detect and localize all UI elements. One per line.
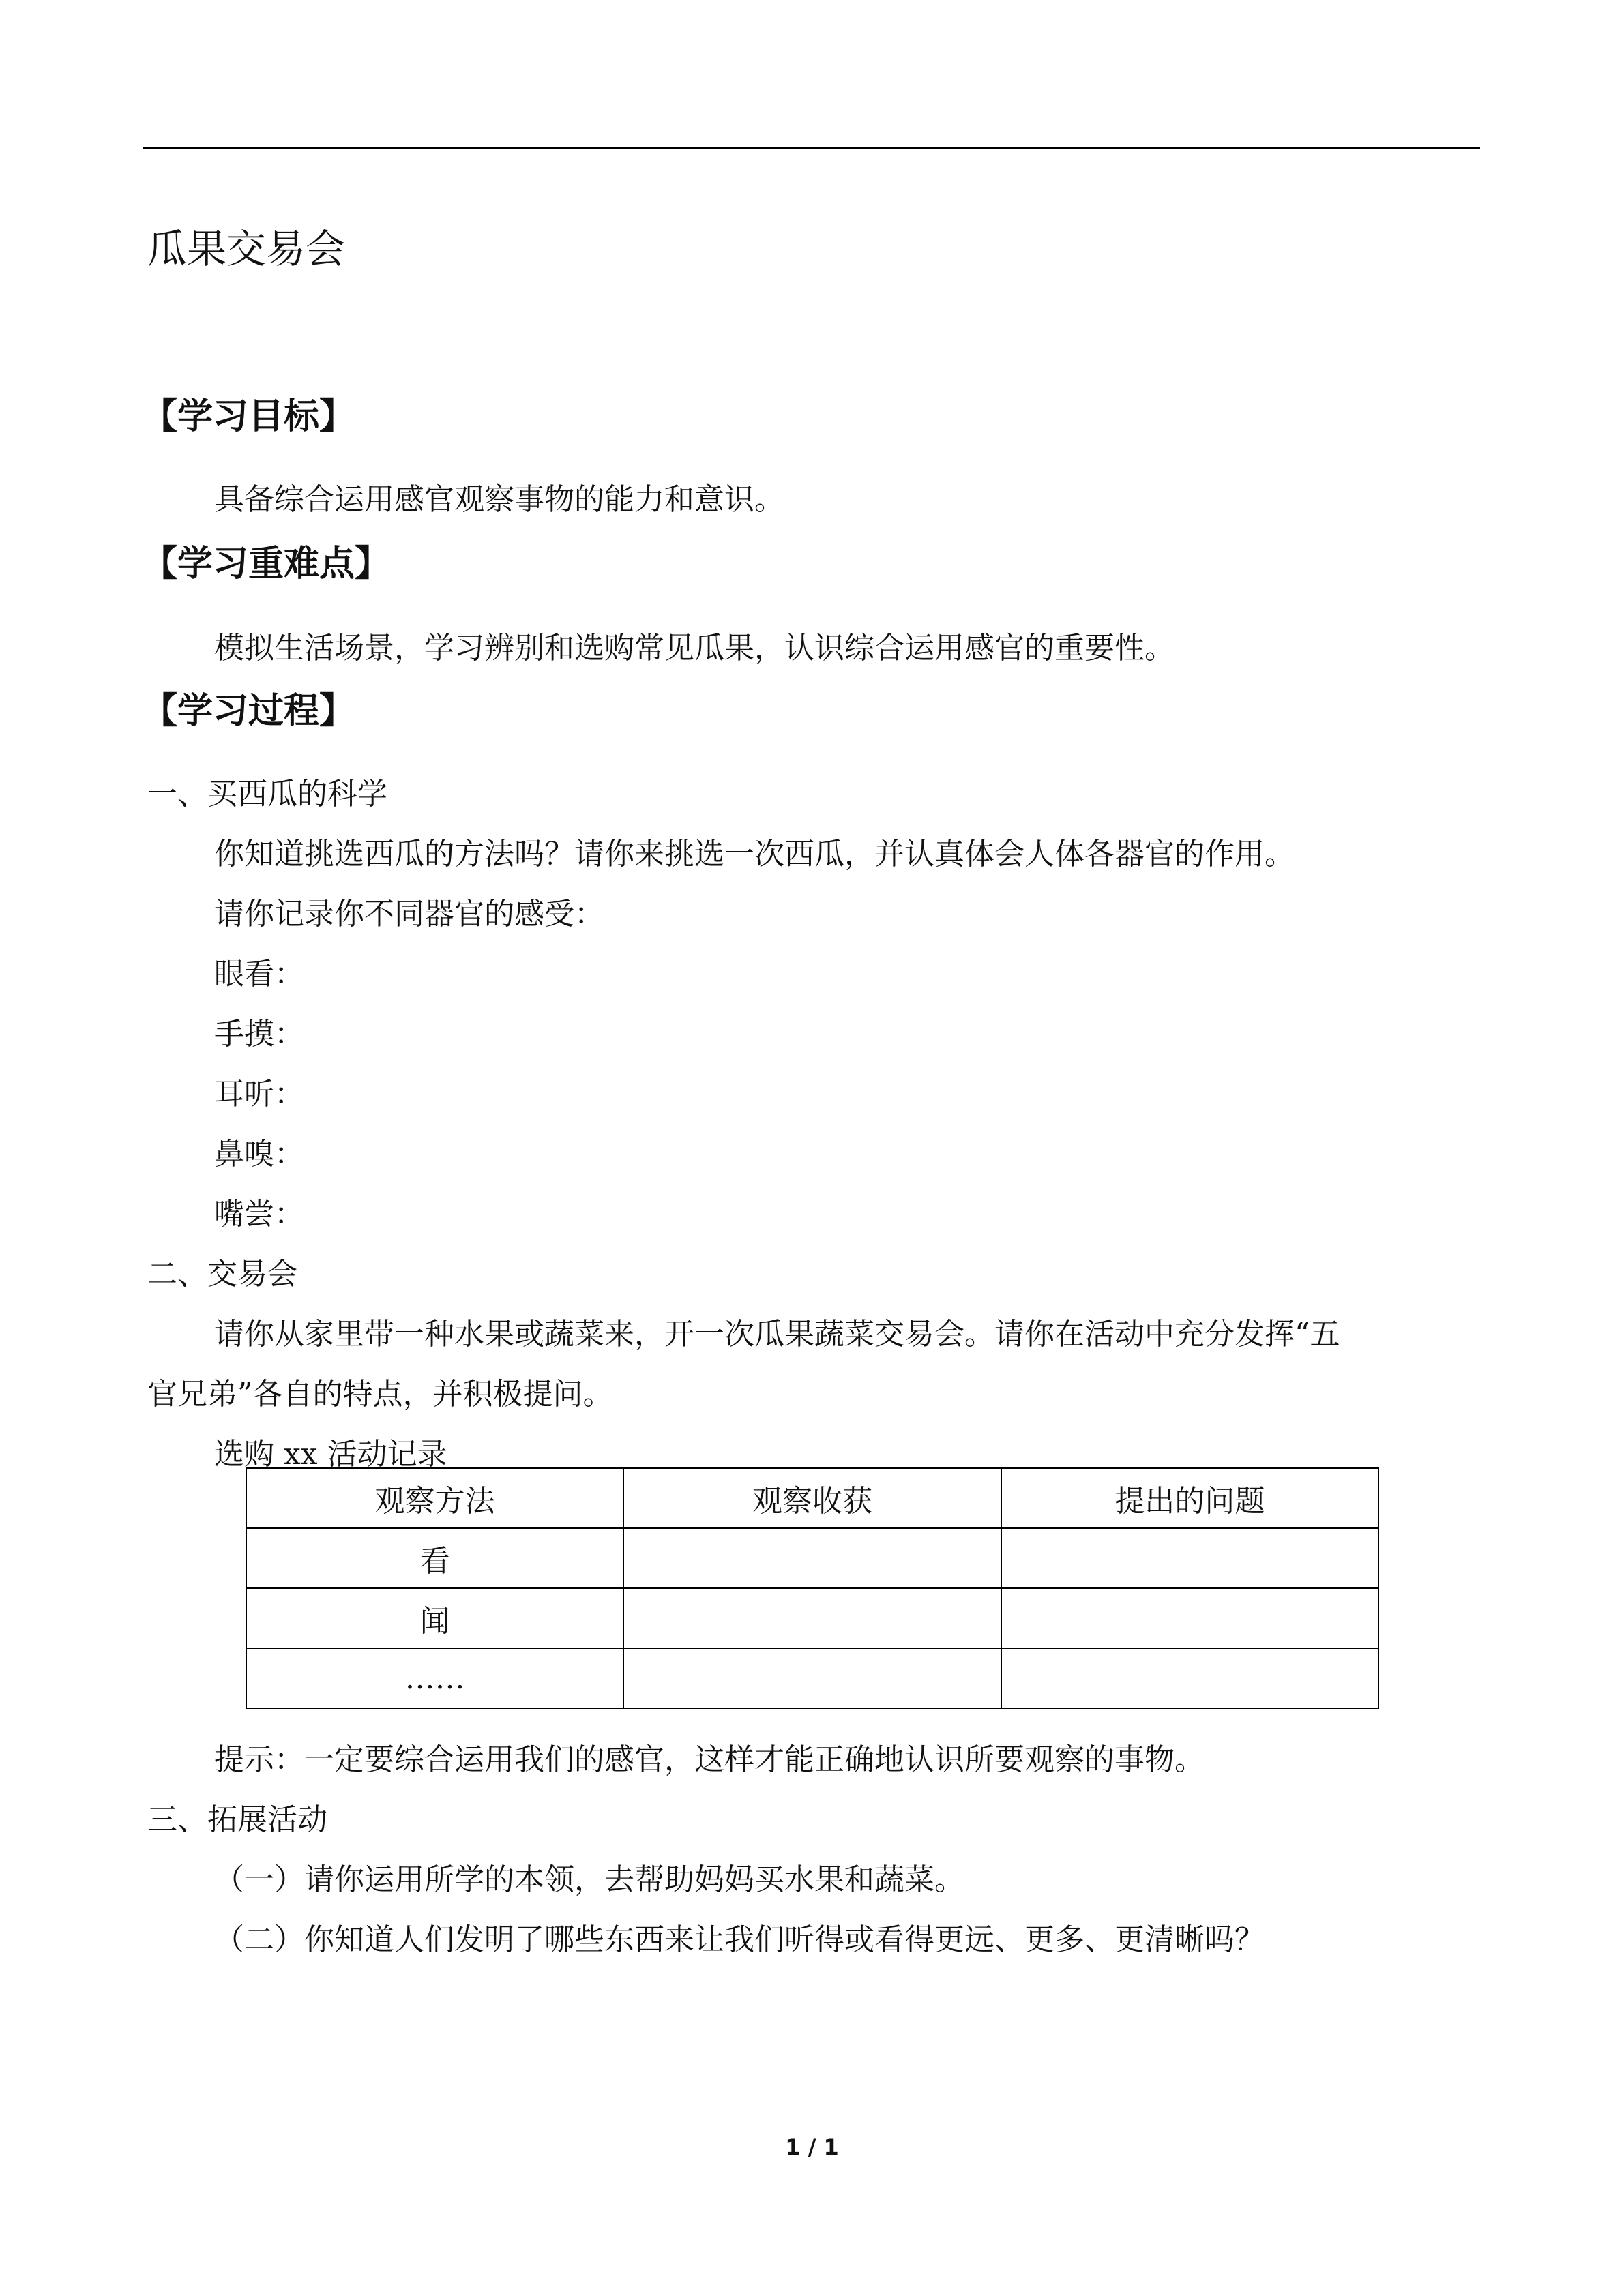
table-caption: 选购 xx 活动记录	[214, 1437, 447, 1472]
key-points-text: 模拟生活场景，学习辨别和选购常见瓜果，认识综合运用感官的重要性。	[214, 631, 1175, 666]
sense-nose-label: 鼻嗅：	[214, 1137, 304, 1172]
table-cell: 闻	[246, 1588, 623, 1648]
table-cell	[623, 1648, 1001, 1708]
section-heading-goals: 【学习目标】	[142, 396, 355, 437]
part1-record-prompt: 请你记录你不同器官的感受：	[214, 897, 604, 931]
part2-paragraph-line1: 请你从家里带一种水果或蔬菜来，开一次瓜果蔬菜交易会。请你在活动中充分发挥“五	[214, 1317, 1340, 1352]
part1-paragraph: 你知道挑选西瓜的方法吗？请你来挑选一次西瓜，并认真体会人体各器官的作用。	[214, 837, 1295, 871]
section-heading-process: 【学习过程】	[142, 691, 355, 732]
activity-record-table	[246, 1467, 1379, 1709]
part3-heading: 三、拓展活动	[147, 1802, 327, 1837]
part3-item2: （二）你知道人们发明了哪些东西来让我们听得或看得更远、更多、更清晰吗？	[214, 1922, 1265, 1957]
sense-ear-label: 耳听：	[214, 1077, 304, 1112]
table-cell	[1001, 1528, 1378, 1588]
table-cell	[1001, 1648, 1378, 1708]
table-header-cell: 提出的问题	[1001, 1468, 1378, 1528]
table-cell	[623, 1588, 1001, 1648]
sense-eye-label: 眼看：	[214, 957, 304, 992]
section-heading-key-points: 【学习重难点】	[142, 543, 391, 584]
document-title: 瓜果交易会	[147, 226, 346, 272]
table-header-row	[246, 1468, 1378, 1528]
part3-item1: （一）请你运用所学的本领，去帮助妈妈买水果和蔬菜。	[214, 1862, 964, 1897]
part1-heading: 一、买西瓜的科学	[147, 777, 387, 811]
page-number: 1 / 1	[785, 2134, 839, 2160]
table-cell: 看	[246, 1528, 623, 1588]
part2-paragraph-line2: 官兄弟”各自的特点，并积极提问。	[147, 1377, 613, 1412]
header-rule	[143, 147, 1480, 149]
table-row	[246, 1528, 1378, 1588]
part2-heading: 二、交易会	[147, 1257, 297, 1292]
table-cell	[623, 1528, 1001, 1588]
table-row	[246, 1648, 1378, 1708]
sense-mouth-label: 嘴尝：	[214, 1197, 304, 1232]
table-row	[246, 1588, 1378, 1648]
table-cell	[1001, 1588, 1378, 1648]
table-cell: ……	[246, 1648, 623, 1708]
table-header-cell: 观察收获	[623, 1468, 1001, 1528]
table-header-cell: 观察方法	[246, 1468, 623, 1528]
hint-text: 提示：一定要综合运用我们的感官，这样才能正确地认识所要观察的事物。	[214, 1742, 1205, 1777]
goals-text: 具备综合运用感官观察事物的能力和意识。	[214, 482, 784, 517]
sense-hand-label: 手摸：	[214, 1017, 304, 1052]
